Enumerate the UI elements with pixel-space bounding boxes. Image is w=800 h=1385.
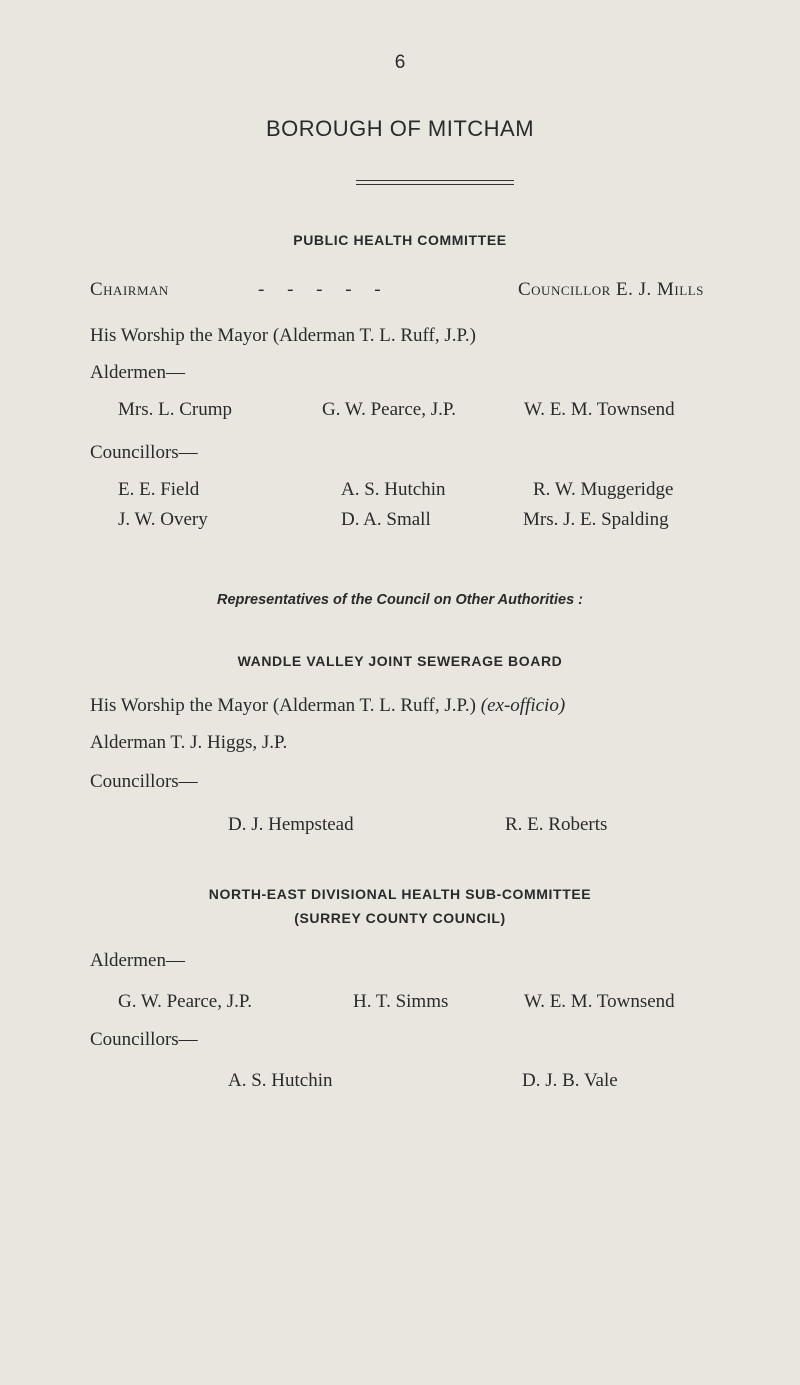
north-east-councillors-label: Councillors— (90, 1029, 198, 1050)
committee-councillors-label: Councillors— (90, 442, 198, 463)
wandle-alderman-line: Alderman T. J. Higgs, J.P. (90, 732, 288, 753)
north-east-councillor: D. J. B. Vale (522, 1070, 618, 1091)
north-east-aldermen-label: Aldermen— (90, 950, 185, 971)
public-health-committee-heading: PUBLIC HEALTH COMMITTEE (293, 232, 507, 248)
committee-alderman: W. E. M. Townsend (524, 399, 675, 420)
representatives-heading: Representatives of the Council on Other Authorities : (216, 592, 584, 608)
committee-councillor: A. S. Hutchin (341, 479, 446, 500)
title-divider-bottom (356, 184, 514, 185)
committee-alderman: Mrs. L. Crump (118, 399, 232, 420)
wandle-councillor: D. J. Hempstead (228, 814, 354, 835)
committee-aldermen-label: Aldermen— (90, 362, 185, 383)
committee-councillor: J. W. Overy (118, 509, 208, 530)
wandle-mayor-text: His Worship the Mayor (Alderman T. L. Ruff, J.P.) (90, 695, 477, 716)
wandle-councillors-label: Councillors— (90, 771, 198, 792)
north-east-alderman: W. E. M. Townsend (524, 991, 675, 1012)
committee-councillor: R. W. Muggeridge (533, 479, 674, 500)
page-title: BOROUGH OF MITCHAM (265, 116, 535, 141)
north-east-alderman: H. T. Simms (353, 991, 449, 1012)
chairman-dashes: - - - - - (258, 279, 381, 300)
north-east-alderman: G. W. Pearce, J.P. (118, 991, 253, 1012)
wandle-mayor-line (90, 695, 565, 717)
title-divider-top (356, 180, 514, 181)
committee-mayor-line: His Worship the Mayor (Alderman T. L. Ruff, J.P.) (90, 325, 477, 346)
chairman-label: Chairman (90, 279, 169, 300)
committee-councillor: E. E. Field (118, 479, 200, 500)
chairman-name: Councillor E. J. Mills (518, 279, 704, 300)
committee-councillor: D. A. Small (341, 509, 431, 530)
page-number: 6 (394, 52, 406, 73)
wandle-councillor: R. E. Roberts (505, 814, 608, 835)
ex-officio-note: (ex-officio) (480, 695, 566, 716)
north-east-councillor: A. S. Hutchin (228, 1070, 333, 1091)
north-east-heading-line2: (SURREY COUNTY COUNCIL) (294, 910, 506, 926)
north-east-heading-line1: NORTH-EAST DIVISIONAL HEALTH SUB-COMMITTEE (208, 886, 592, 902)
committee-alderman: G. W. Pearce, J.P. (322, 399, 457, 420)
committee-councillor: Mrs. J. E. Spalding (523, 509, 669, 530)
wandle-valley-heading: WANDLE VALLEY JOINT SEWERAGE BOARD (237, 653, 563, 669)
